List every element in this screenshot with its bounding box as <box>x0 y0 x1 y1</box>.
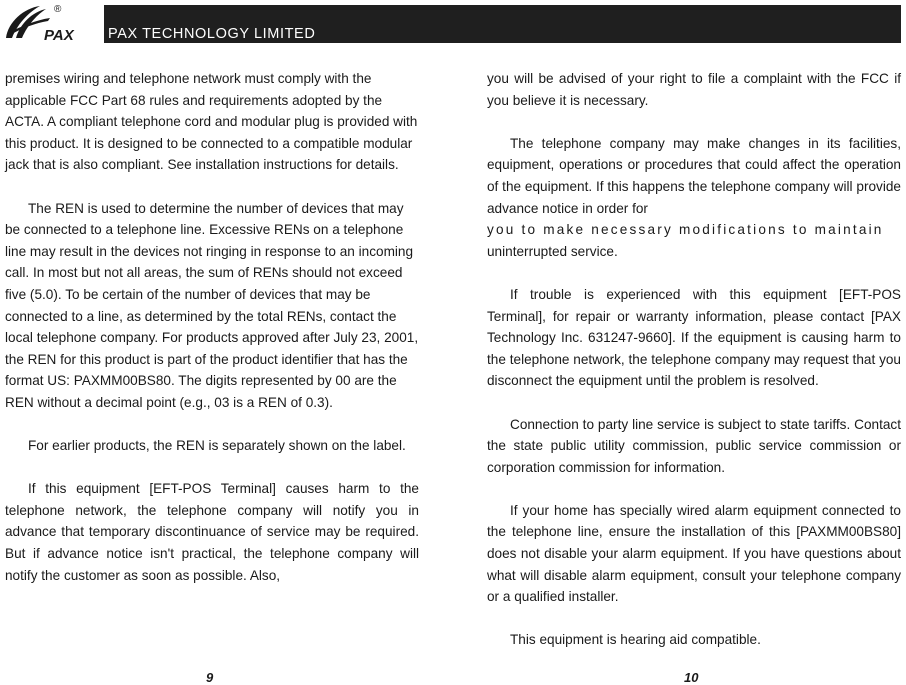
right-column <box>487 68 901 673</box>
title-bar <box>104 5 901 43</box>
registered-mark: ® <box>54 4 62 15</box>
company-title: PAX TECHNOLOGY LIMITED <box>108 26 316 42</box>
left-column <box>5 68 419 608</box>
pax-logo <box>2 2 102 44</box>
right-paragraph-6: This equipment is hearing aid compatible. <box>510 632 761 648</box>
left-paragraph-4: If this equipment [EFT-POS Terminal] causes harm to the telephone network, the telephone company will notify you in advance that temporary discontinuance of service may be required. But if advance notice isn't practical, the telephone company will notify the customer as soon as possible. Also, <box>5 481 419 583</box>
left-paragraph-1: premises wiring and telephone network must comply with the applicable FCC Part 68 rules and requirements adopted by the ACTA. A compliant telephone cord and modular plug is provided with this product. It is designed to be connected to a compatible modular jack that is also compliant. See installation instructions for details. <box>5 71 418 173</box>
page-number-right: 10 <box>684 670 699 685</box>
left-paragraph-3: For earlier products, the REN is separately shown on the label. <box>28 438 406 454</box>
right-paragraph-4: Connection to party line service is subject to state tariffs. Contact the state public utility commission, public service commission or corporation commission for information. <box>487 416 901 475</box>
right-paragraph-3: If trouble is experienced with this equipment [EFT-POS Terminal], for repair or warranty information, please contact [PAX Technology Inc. 631247-9660]. If the equipment is causing harm to the telephone network, the telephone company may request that you disconnect the equipment until the problem is resolved. <box>487 286 901 389</box>
right-paragraph-2-part-c: uninterrupted service. <box>487 243 618 259</box>
page-header <box>0 0 906 46</box>
pax-logo-icon <box>2 2 102 44</box>
left-paragraph-2: The REN is used to determine the number of devices that may be connected to a telephone line. Excessive RENs on a telephone line may result in the devices not ringing in response to an incoming call. In most but not all areas, the sum of RENs should not exceed five (5.0). To be certain of the number of devices that may be connected to a line, as determined by the total RENs, contact the local telephone company. For products approved after July 23, 2001, the REN for this product is part of the product identifier that has the format US: PAXMM00BS80. The digits represented by 00 are the REN without a decimal point (e.g., 03 is a REN of 0.3). <box>5 200 419 410</box>
right-paragraph-2-part-b: you to make necessary modifications to maintain <box>487 222 884 238</box>
right-paragraph-2 <box>487 133 901 263</box>
right-paragraph-5: If your home has specially wired alarm equipment connected to the telephone line, ensure the installation of this [PAXMM00BS80] does not disable your alarm equipment. If you have questions about what will disable alarm equipment, consult your telephone company or a qualified installer. <box>487 502 901 605</box>
right-paragraph-1: you will be advised of your right to file a complaint with the FCC if you believe it is necessary. <box>487 71 901 108</box>
page-number-left: 9 <box>206 670 214 685</box>
logo-text: PAX <box>44 27 74 44</box>
right-paragraph-2-part-a: The telephone company may make changes in its facilities, equipment, operations or procedures that could affect the operation of the equipment. If this happens the telephone company will provide advance notice in order for <box>487 135 901 216</box>
